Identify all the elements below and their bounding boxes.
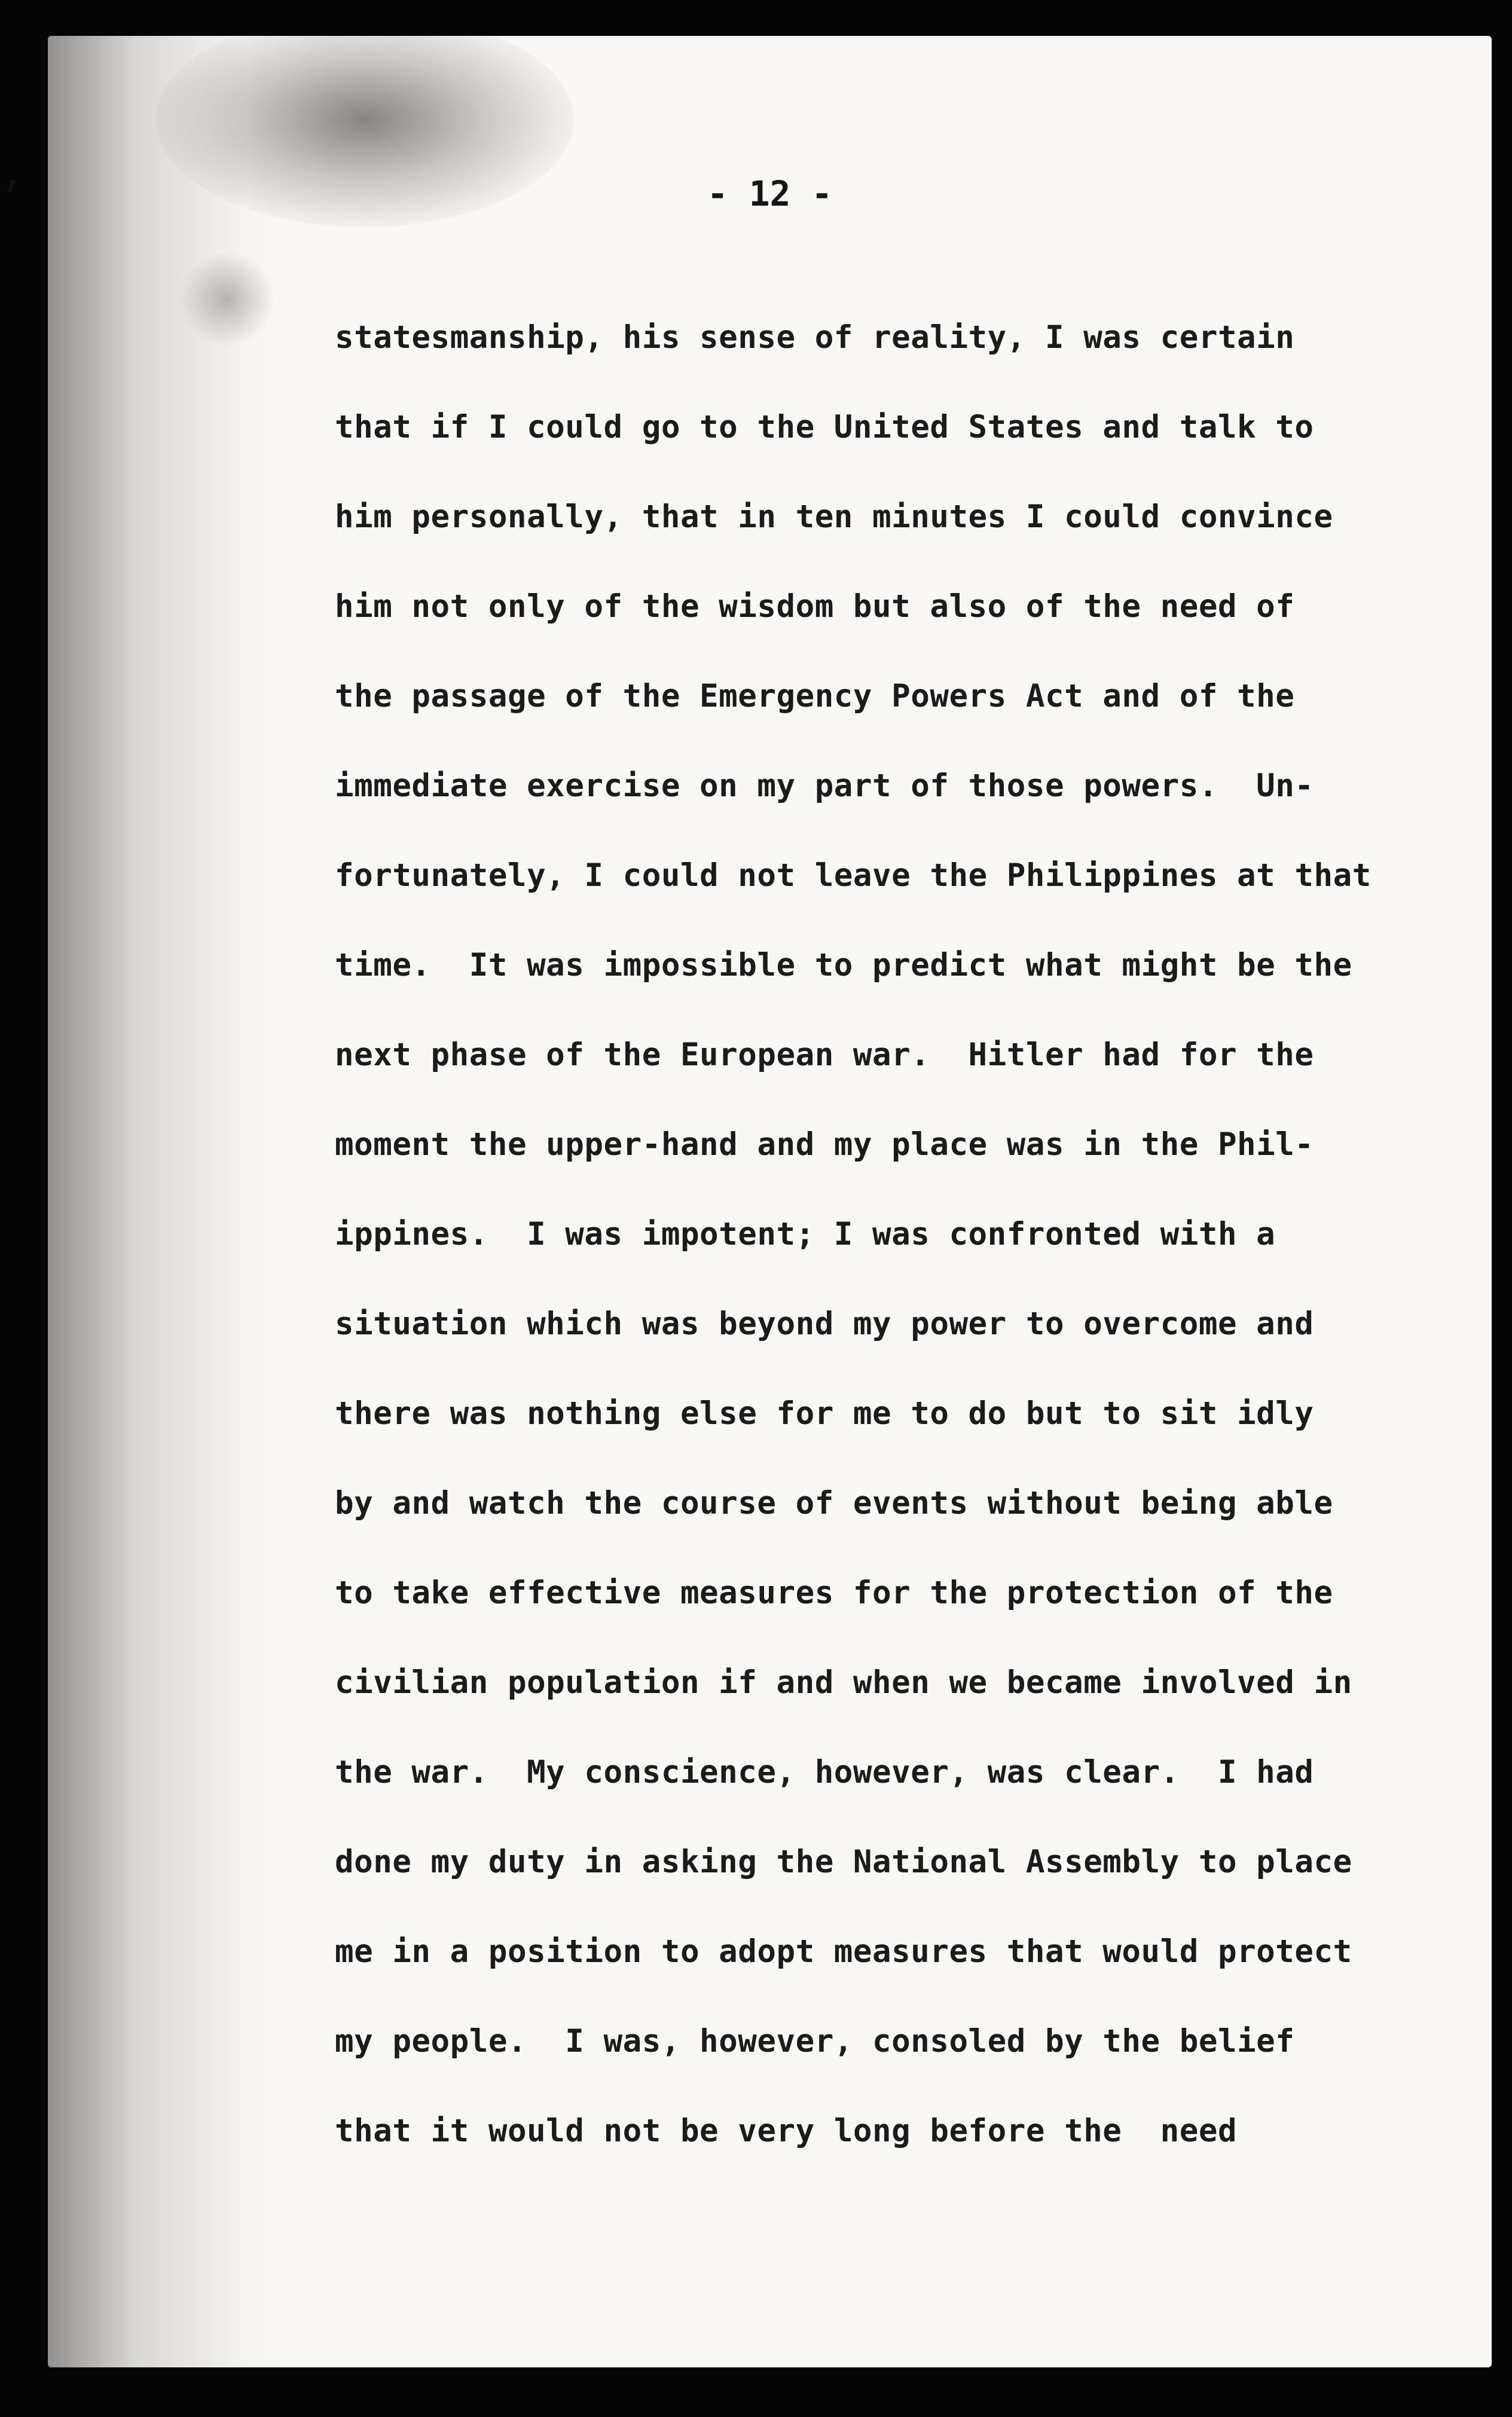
text-line: statesmanship, his sense of reality, I was certain [335, 319, 1295, 356]
scan-smudge [179, 251, 275, 347]
text-line: next phase of the European war. Hitler had for the [335, 1037, 1314, 1073]
text-line: moment the upper-hand and my place was in the Phil- [335, 1126, 1314, 1163]
text-line: my people. I was, however, consoled by the belief [335, 2023, 1295, 2060]
text-line: the passage of the Emergency Powers Act and of the [335, 678, 1295, 714]
text-line: me in a position to adopt measures that would protect [335, 1933, 1352, 1970]
typed-text-body [335, 293, 1411, 2176]
margin-mark [7, 179, 16, 192]
text-line: ippines. I was impotent; I was confronted with a [335, 1216, 1276, 1252]
text-line: done my duty in asking the National Assembly to place [335, 1844, 1352, 1880]
text-line: that it would not be very long before the need [335, 2113, 1238, 2149]
text-line: immediate exercise on my part of those powers. Un- [335, 768, 1314, 804]
text-line: time. It was impossible to predict what might be the [335, 947, 1352, 983]
text-line: by and watch the course of events without being able [335, 1485, 1333, 1521]
text-line: civilian population if and when we became involved in [335, 1664, 1352, 1701]
text-line: situation which was beyond my power to overcome and [335, 1306, 1314, 1342]
page-number: - 12 - [707, 173, 833, 214]
text-line: him not only of the wisdom but also of the need of [335, 588, 1295, 625]
text-line: the war. My conscience, however, was clear. I had [335, 1754, 1314, 1790]
text-line: there was nothing else for me to do but to sit idly [335, 1395, 1314, 1432]
scan-shadow-left [48, 36, 299, 2367]
document-page [48, 36, 1492, 2367]
text-line: him personally, that in ten minutes I could convince [335, 499, 1333, 535]
text-line: that if I could go to the United States and talk to [335, 409, 1314, 445]
text-line: fortunately, I could not leave the Philippines at that [335, 857, 1372, 894]
text-line: to take effective measures for the protection of the [335, 1575, 1333, 1611]
